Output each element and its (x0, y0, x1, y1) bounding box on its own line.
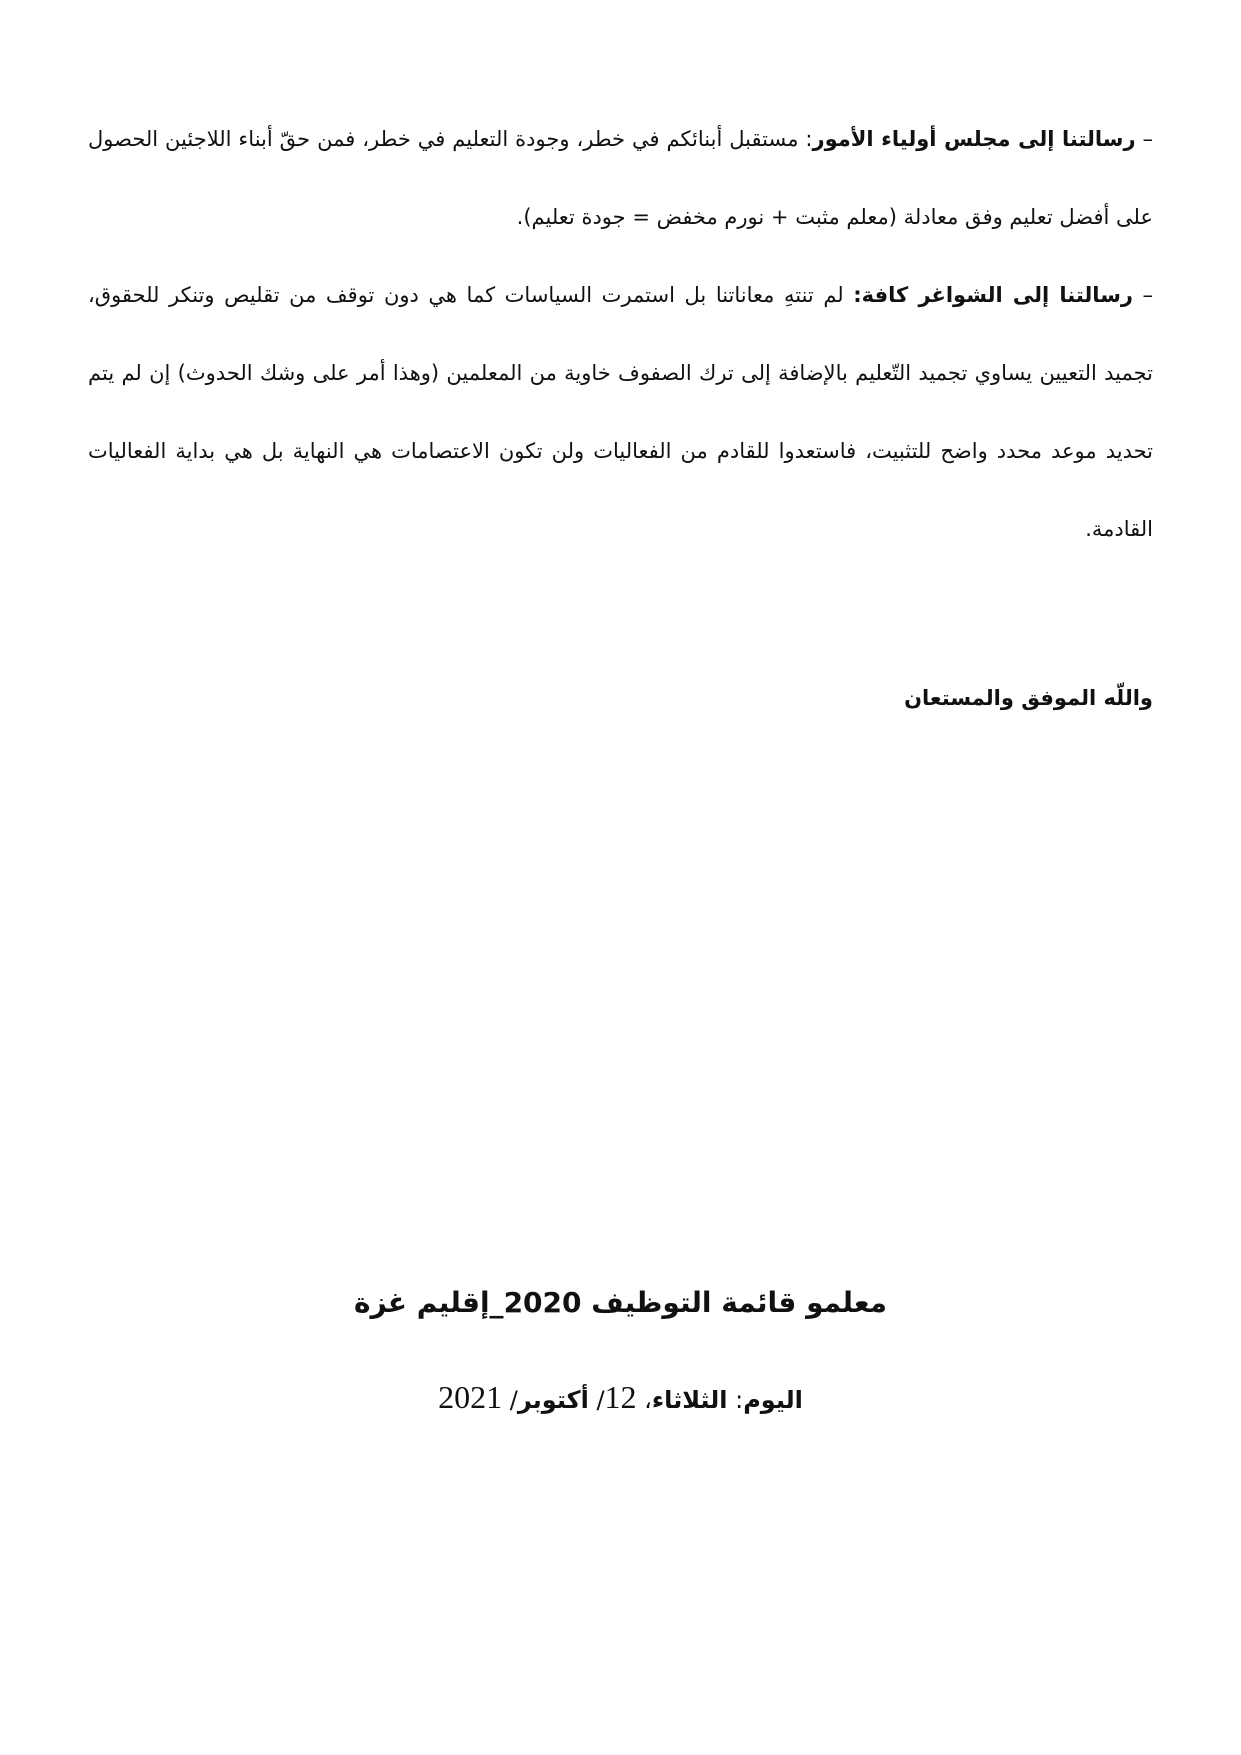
paragraph-dash: – (1135, 127, 1153, 151)
weekday: الثلاثاء (651, 1386, 728, 1414)
paragraph-parents-council (88, 100, 1153, 256)
date-separator: / (588, 1386, 605, 1414)
signature-line: معلمو قائمة التوظيف 2020_إقليم غزة (353, 1286, 887, 1319)
paragraph-vacancies (88, 256, 1153, 568)
date-line (0, 1379, 1241, 1416)
date-month: أكتوبر (517, 1386, 589, 1414)
paragraph-label: رسالتنا إلى الشواغر كافة: (853, 283, 1133, 307)
date-separator: / (502, 1386, 518, 1414)
paragraph-dash: – (1132, 283, 1153, 307)
letter-body (88, 100, 1153, 568)
date-comma: ، (636, 1386, 652, 1414)
closing-phrase: واللّه الموفق والمستعان (904, 686, 1153, 710)
date-day: 12 (604, 1379, 637, 1415)
date-colon: : (727, 1386, 744, 1414)
paragraph-text: لم تنتهِ معاناتنا بل استمرت السياسات كما هي دون توقف من تقليص وتنكر للحقوق، تجميد التعيين يساوي تجميد التّعليم بالإضافة إلى ترك الصفوف خاوية من المعلمين (وهذا أمر على وشك الحدوث) إن لم يتم تحديد موعد محدد واضح للتثبيت، فاستعدوا للقادم من الفعاليات ولن تكون الاعتصامات هي النهاية بل هي بداية الفعاليات القادمة. (88, 283, 1153, 541)
date-year: 2021 (438, 1379, 503, 1415)
paragraph-text: : مستقبل أبنائكم في خطر، وجودة التعليم في خطر، فمن حقّ أبناء اللاجئين الحصول على أفضل تعليم وفق معادلة (معلم مثبت + نورم مخفض = جودة تعليم). (88, 127, 1153, 229)
paragraph-label: رسالتنا إلى مجلس أولياء الأمور (812, 127, 1136, 151)
day-label: اليوم (743, 1386, 803, 1414)
